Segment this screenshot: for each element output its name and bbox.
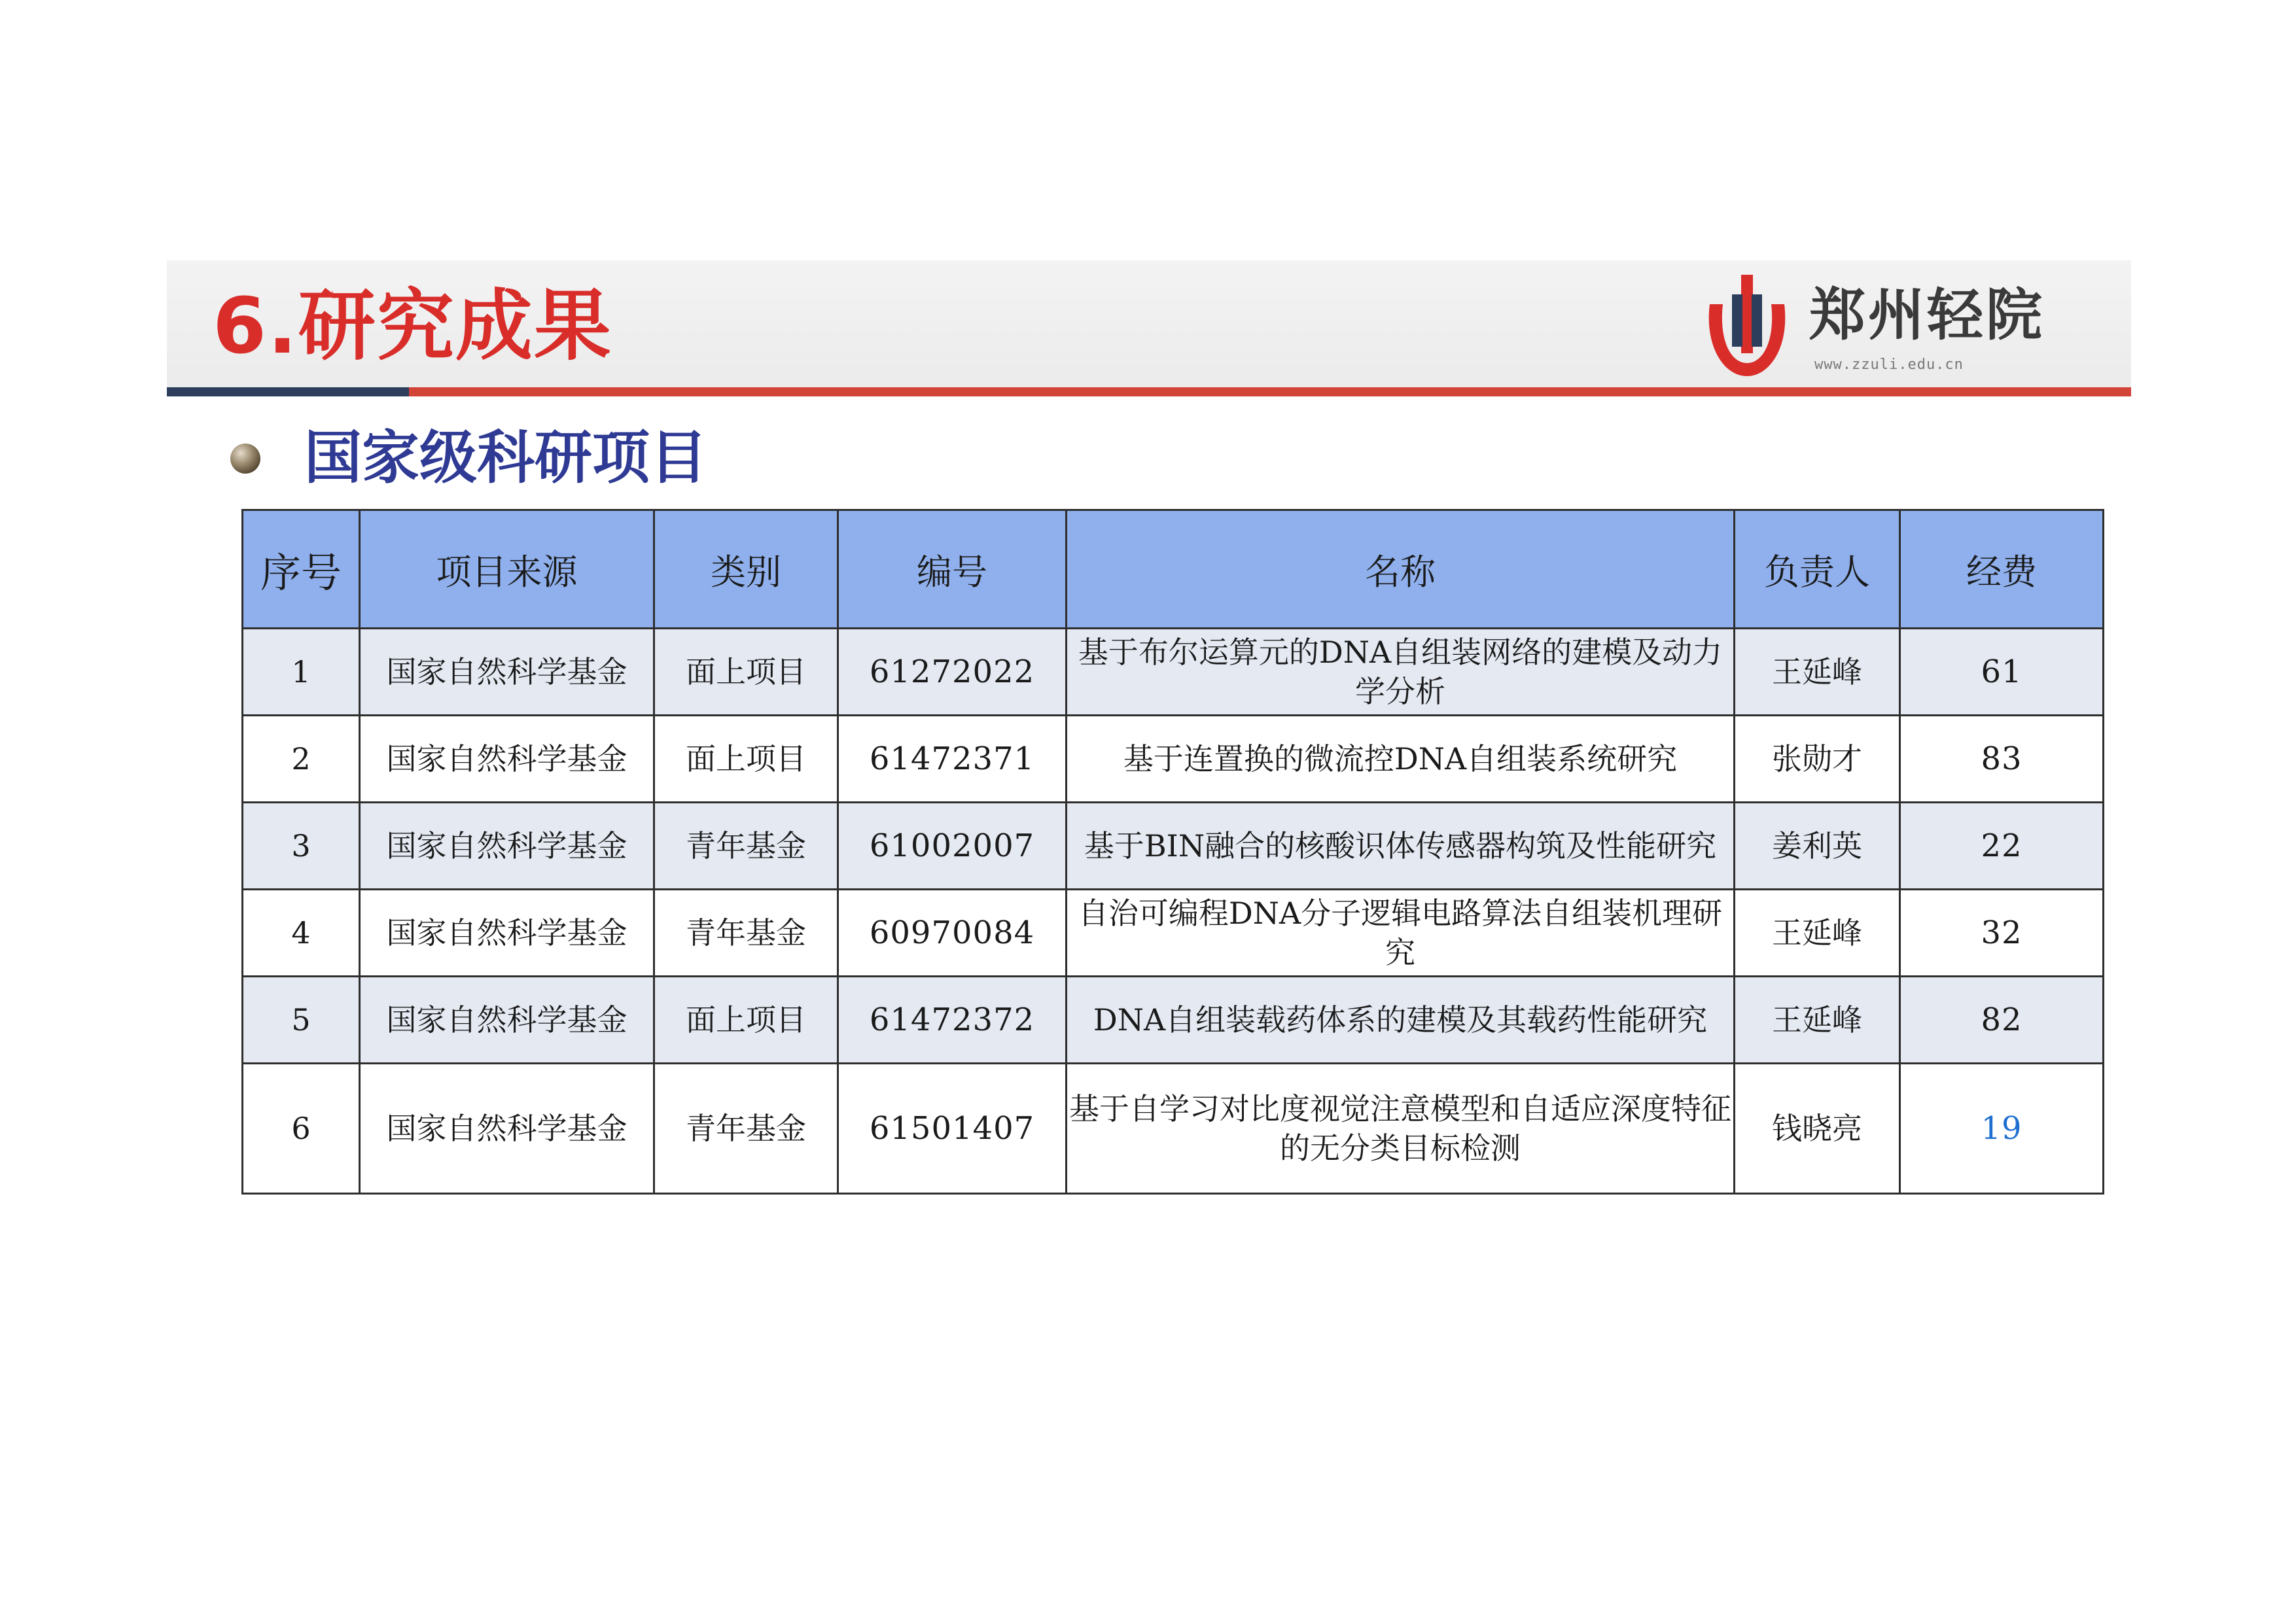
cell-leader: 王延峰 [1735, 977, 1900, 1064]
table-row [243, 1064, 2104, 1194]
cell-project-name: 自治可编程DNA分子逻辑电路算法自组装机理研究 [1067, 890, 1735, 977]
column-header: 类别 [654, 510, 838, 629]
university-emblem-icon [1698, 268, 1796, 383]
cell-project-name: 基于自学习对比度视觉注意模型和自适应深度特征的无分类目标检测 [1067, 1064, 1735, 1194]
slide-title: 6.研究成果 [213, 281, 612, 371]
cell-leader: 王延峰 [1735, 629, 1900, 716]
cell-funding: 61 [1900, 629, 2104, 716]
cell-code: 61472372 [838, 977, 1067, 1064]
cell-category: 面上项目 [654, 977, 838, 1064]
cell-no: 5 [243, 977, 360, 1064]
section-heading: 国家级科研项目 [304, 424, 708, 491]
cell-project-name: 基于布尔运算元的DNA自组装网络的建模及动力学分析 [1067, 629, 1735, 716]
research-projects-table [241, 509, 2104, 1195]
table-row [243, 977, 2104, 1064]
cell-project-name: DNA自组装载药体系的建模及其载药性能研究 [1067, 977, 1735, 1064]
cell-leader: 张勋才 [1735, 716, 1900, 803]
cell-funding: 82 [1900, 977, 2104, 1064]
column-header: 编号 [838, 510, 1067, 629]
cell-code: 61501407 [838, 1064, 1067, 1194]
cell-source: 国家自然科学基金 [360, 716, 654, 803]
cell-no: 4 [243, 890, 360, 977]
column-header: 序号 [243, 510, 360, 629]
table-row [243, 629, 2104, 716]
table-row [243, 803, 2104, 890]
cell-leader: 姜利英 [1735, 803, 1900, 890]
cell-funding: 22 [1900, 803, 2104, 890]
header-rule-red [409, 387, 2131, 396]
column-header: 名称 [1067, 510, 1735, 629]
bullet-icon [230, 444, 260, 474]
table-row [243, 716, 2104, 803]
cell-project-name: 基于连置换的微流控DNA自组装系统研究 [1067, 716, 1735, 803]
cell-source: 国家自然科学基金 [360, 629, 654, 716]
cell-no: 6 [243, 1064, 360, 1194]
cell-funding: 19 [1900, 1064, 2104, 1194]
cell-category: 青年基金 [654, 803, 838, 890]
cell-funding: 83 [1900, 716, 2104, 803]
brand-name: 郑州轻院 [1809, 283, 2045, 348]
cell-category: 面上项目 [654, 629, 838, 716]
cell-leader: 钱晓亮 [1735, 1064, 1900, 1194]
cell-code: 61272022 [838, 629, 1067, 716]
cell-category: 青年基金 [654, 890, 838, 977]
cell-code: 61472371 [838, 716, 1067, 803]
cell-source: 国家自然科学基金 [360, 1064, 654, 1194]
cell-source: 国家自然科学基金 [360, 803, 654, 890]
table-header-row [243, 510, 2104, 629]
cell-category: 面上项目 [654, 716, 838, 803]
column-header: 经费 [1900, 510, 2104, 629]
cell-no: 2 [243, 716, 360, 803]
column-header: 负责人 [1735, 510, 1900, 629]
header-rule-navy [167, 387, 409, 396]
column-header: 项目来源 [360, 510, 654, 629]
cell-funding: 32 [1900, 890, 2104, 977]
cell-no: 3 [243, 803, 360, 890]
cell-code: 61002007 [838, 803, 1067, 890]
brand-url: www.zzuli.edu.cn [1814, 357, 1964, 373]
cell-source: 国家自然科学基金 [360, 977, 654, 1064]
cell-source: 国家自然科学基金 [360, 890, 654, 977]
cell-code: 60970084 [838, 890, 1067, 977]
cell-no: 1 [243, 629, 360, 716]
cell-project-name: 基于BIN融合的核酸识体传感器构筑及性能研究 [1067, 803, 1735, 890]
cell-leader: 王延峰 [1735, 890, 1900, 977]
university-logo [1698, 268, 2077, 383]
table-row [243, 890, 2104, 977]
cell-category: 青年基金 [654, 1064, 838, 1194]
